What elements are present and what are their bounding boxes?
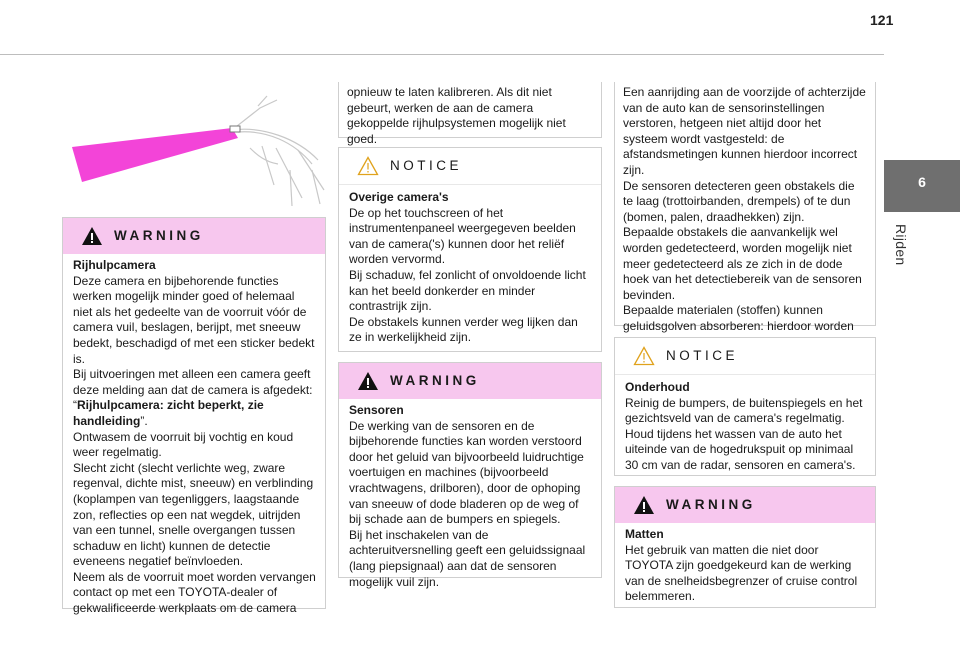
page-number: 121 [870, 12, 894, 28]
warning-header [615, 487, 875, 523]
warning-header [63, 218, 325, 254]
continued-paragraph: Bepaalde materialen (stoffen) kunnen geluidsgolven absorberen: hierdoor worden [623, 303, 854, 333]
notice-triangle-icon [357, 156, 379, 176]
camera-icon [230, 126, 240, 132]
notice-box-maintenance [614, 337, 876, 476]
continued-paragraph: opnieuw te laten kalibreren. Als dit niet gebeurt, werken de aan de camera gekoppelde rijhulpsystemen mogelijk niet goed. [347, 85, 566, 146]
camera-beam [72, 128, 238, 182]
warning-text: Bij uitvoeringen met alleen een camera geeft deze melding aan dat de camera is afgedekt: “Rijhulpcamera: zicht beperkt, zie handleiding”. [73, 367, 313, 428]
warning-heading: Rijhulpcamera [73, 258, 156, 272]
windshield-camera-illustration [62, 90, 326, 208]
warning-triangle-icon [633, 495, 655, 515]
continued-paragraph: De sensoren detecteren geen obstakels die te laag (trottoirbanden, drempels) of te dun (bomen, palen, draadhekken) zijn. [623, 178, 855, 224]
notice-box-cameras [338, 147, 602, 352]
chapter-tab[interactable] [884, 160, 960, 212]
warning-text: Neem als de voorruit moet worden vervangen contact op met een TOYOTA-dealer of gekwalificeerde werkplaats om de camera [73, 569, 316, 616]
warning-label: WARNING [114, 228, 204, 243]
warning-text: Ontwasem de voorruit bij vochtig en koud weer regelmatig. [73, 429, 294, 460]
continued-text-col2 [338, 82, 602, 146]
warning-label: WARNING [390, 373, 480, 388]
notice-label: NOTICE [666, 348, 739, 363]
warning-triangle-icon [357, 371, 379, 391]
chapter-number: 6 [918, 174, 926, 190]
chapter-title: Rijden [893, 224, 909, 266]
notice-text: Bij schaduw, fel zonlicht of onvoldoende licht kan het beeld donkerder en minder contrastrijk zijn. [349, 267, 586, 314]
warning-heading: Matten [625, 527, 664, 541]
warning-triangle-icon [81, 226, 103, 246]
warning-header [339, 363, 601, 399]
warning-box-camera [62, 217, 326, 616]
warning-heading: Sensoren [349, 403, 404, 417]
warning-box-mats [614, 486, 876, 608]
notice-header [615, 338, 875, 375]
continued-paragraph: Een aanrijding aan de voorzijde of achterzijde van de auto kan de sensorinstellingen verstoren, hetgeen niet altijd door het systeem wordt vastgesteld: de afstandsmetingen kunnen hierdoor incorrect zijn. [623, 85, 866, 177]
warning-text: Deze camera en bijbehorende functies werken mogelijk minder goed of helemaal niet als het gedeelte van de voorruit vóór de camera vuil, beslagen, berijpt, met sneeuw bedekt, beschadigd of met een sticker bedekt is. [73, 273, 315, 366]
continued-text-col3 [614, 82, 876, 333]
warning-text: Slecht zicht (slecht verlichte weg, zware regenval, dichte mist, sneeuw) en verblinding (koplampen van tegenliggers, laagstaande zon, reflecties op een nat wegdek, uitrijden van een tunnel, snelle overgangen tussen schaduw en licht) kunnen de detectie eveneens negatief beïnvloeden. [73, 460, 314, 569]
warning-text: Bij het inschakelen van de achteruitversnelling geeft een geluidssignaal (lang piepsignaal) aan dat de sensoren mogelijk vuil zijn. [349, 527, 586, 589]
notice-text: Reinig de bumpers, de buitenspiegels en het gezichtsveld van de camera's regelmatig. [625, 395, 863, 426]
notice-text: De op het touchscreen of het instrumentenpaneel weergegeven beelden van de camera('s) kunnen door het reliëf worden vervormd. [349, 205, 576, 267]
warning-box-sensors [338, 362, 602, 589]
notice-text: Houd tijdens het wassen van de auto het uiteinde van de hogedrukspuit op minimaal 30 cm van de radar, sensoren en camera's. [625, 426, 856, 472]
warning-text: Het gebruik van matten die niet door TOYOTA zijn goedgekeurd kan de werking van de snelheidsbegrenzer of cruise control belemmeren. [625, 542, 858, 604]
header-rule [0, 54, 884, 55]
warning-text: De werking van de sensoren en de bijbehorende functies kan worden verstoord door het geluid van bijvoorbeeld luidruchtige voertuigen en machines (bijvoorbeeld vrachtwagens, drilboren), door de ophoping van sneeuw of dode bladeren op de weg of bij schade aan de bumpers en spiegels. [349, 418, 584, 527]
notice-label: NOTICE [390, 158, 463, 173]
notice-triangle-icon [633, 346, 655, 366]
notice-header [339, 148, 601, 185]
notice-heading: Onderhoud [625, 380, 690, 394]
continued-paragraph: Bepaalde obstakels die aanvankelijk wel worden gedetecteerd, worden mogelijk niet meer gedetecteerd als ze zich in de dode hoek van het detectiebereik van de sensoren bevinden. [623, 225, 862, 302]
warning-label: WARNING [666, 497, 756, 512]
notice-text: De obstakels kunnen verder weg lijken dan ze in werkelijkheid zijn. [349, 314, 578, 345]
notice-heading: Overige camera's [349, 190, 449, 204]
